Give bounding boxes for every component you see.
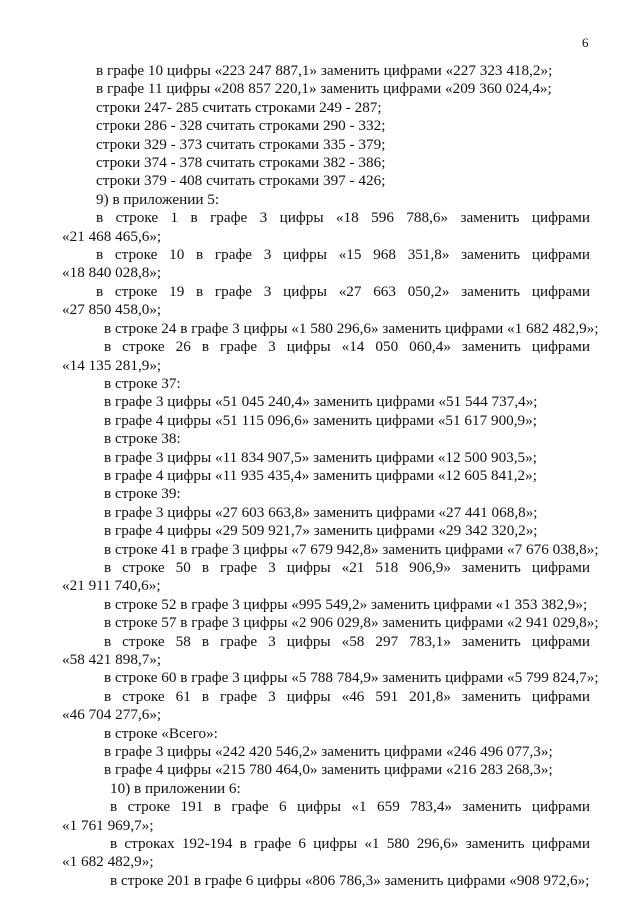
page-number: 6	[582, 35, 589, 50]
text-line: 10) в приложении 6:	[110, 779, 241, 797]
text-line: в графе 4 цифры «11 935 435,4» заменить цифрами «12 605 841,2»;	[104, 466, 537, 484]
text-line: строки 374 - 378 считать строками 382 - 386;	[96, 154, 386, 172]
text-line: в графе 3 цифры «27 603 663,8» заменить цифрами «27 441 068,8»;	[104, 503, 538, 521]
text-line: в строке 19 в графе 3 цифры «27 663 050,2» заменить цифрами	[96, 282, 590, 300]
text-line: в строке 60 в графе 3 цифры «5 788 784,9» заменить цифрами «5 799 824,7»;	[104, 669, 599, 687]
text-line: в графе 4 цифры «29 509 921,7» заменить цифрами «29 342 320,2»;	[104, 522, 538, 540]
document-body	[62, 62, 599, 890]
text-line: в строке 24 в графе 3 цифры «1 580 296,6» заменить цифрами «1 682 482,9»;	[104, 319, 599, 337]
text-line: в графе 10 цифры «223 247 887,1» заменить цифрами «227 323 418,2»;	[96, 62, 553, 79]
text-line: в строке 57 в графе 3 цифры «2 906 029,8» заменить цифрами «2 941 029,8»;	[104, 614, 599, 632]
text-line: строки 247- 285 считать строками 249 - 287;	[96, 98, 382, 116]
text-line: в графе 3 цифры «51 045 240,4» заменить цифрами «51 544 737,4»;	[104, 393, 538, 411]
text-line: в строке 50 в графе 3 цифры «21 518 906,9» заменить цифрами	[104, 558, 590, 576]
text-line: «14 135 281,9»;	[62, 356, 162, 374]
text-line: в графе 3 цифры «11 834 907,5» заменить цифрами «12 500 903,5»;	[104, 448, 537, 466]
text-line: строки 379 - 408 считать строками 397 - 426;	[96, 172, 386, 190]
text-line: «21 468 465,6»;	[62, 227, 162, 245]
text-line: в графе 4 цифры «215 780 464,0» заменить цифрами «216 283 268,3»;	[104, 761, 553, 779]
text-line: «1 761 969,7»;	[62, 816, 154, 834]
text-line: строки 286 - 328 считать строками 290 - 332;	[96, 117, 386, 135]
text-line: «1 682 482,9»;	[62, 853, 154, 871]
text-line: в строке 10 в графе 3 цифры «15 968 351,8» заменить цифрами	[96, 246, 590, 264]
text-line: в строке 41 в графе 3 цифры «7 679 942,8» заменить цифрами «7 676 038,8»;	[104, 540, 599, 558]
text-line: в строке 37:	[104, 374, 181, 392]
text-line: в строке 61 в графе 3 цифры «46 591 201,8» заменить цифрами	[104, 687, 590, 705]
text-line: в строке «Всего»:	[104, 724, 218, 742]
text-line: в графе 11 цифры «208 857 220,1» заменить цифрами «209 360 024,4»;	[96, 80, 552, 98]
text-line: в строке 52 в графе 3 цифры «995 549,2» заменить цифрами «1 353 382,9»;	[104, 595, 588, 613]
text-line: в строках 192-194 в графе 6 цифры «1 580 296,6» заменить цифрами	[110, 835, 590, 853]
text-line: «27 850 458,0»;	[62, 301, 162, 319]
text-line: в строке 58 в графе 3 цифры «58 297 783,1» заменить цифрами	[104, 632, 590, 650]
text-line: в строке 191 в графе 6 цифры «1 659 783,4» заменить цифрами	[110, 798, 590, 816]
text-line: в строке 201 в графе 6 цифры «806 786,3» заменить цифрами «908 972,6»;	[110, 871, 590, 889]
text-line: в строке 39:	[104, 485, 181, 503]
text-line: строки 329 - 373 считать строками 335 - 379;	[96, 135, 386, 153]
text-line: «58 421 898,7»;	[62, 651, 162, 668]
text-line: в строке 1 в графе 3 цифры «18 596 788,6» заменить цифрами	[96, 209, 590, 227]
text-line: «46 704 277,6»;	[62, 706, 162, 724]
text-line: в графе 3 цифры «242 420 546,2» заменить цифрами «246 496 077,3»;	[104, 743, 553, 761]
text-line: в графе 4 цифры «51 115 096,6» заменить цифрами «51 617 900,9»;	[104, 411, 537, 429]
text-line: в строке 26 в графе 3 цифры «14 050 060,4» заменить цифрами	[104, 338, 590, 356]
text-line: «18 840 028,8»;	[62, 264, 162, 282]
text-line: «21 911 740,6»;	[62, 577, 161, 595]
text-line: 9) в приложении 5:	[96, 190, 220, 208]
text-line: в строке 38:	[104, 430, 181, 448]
